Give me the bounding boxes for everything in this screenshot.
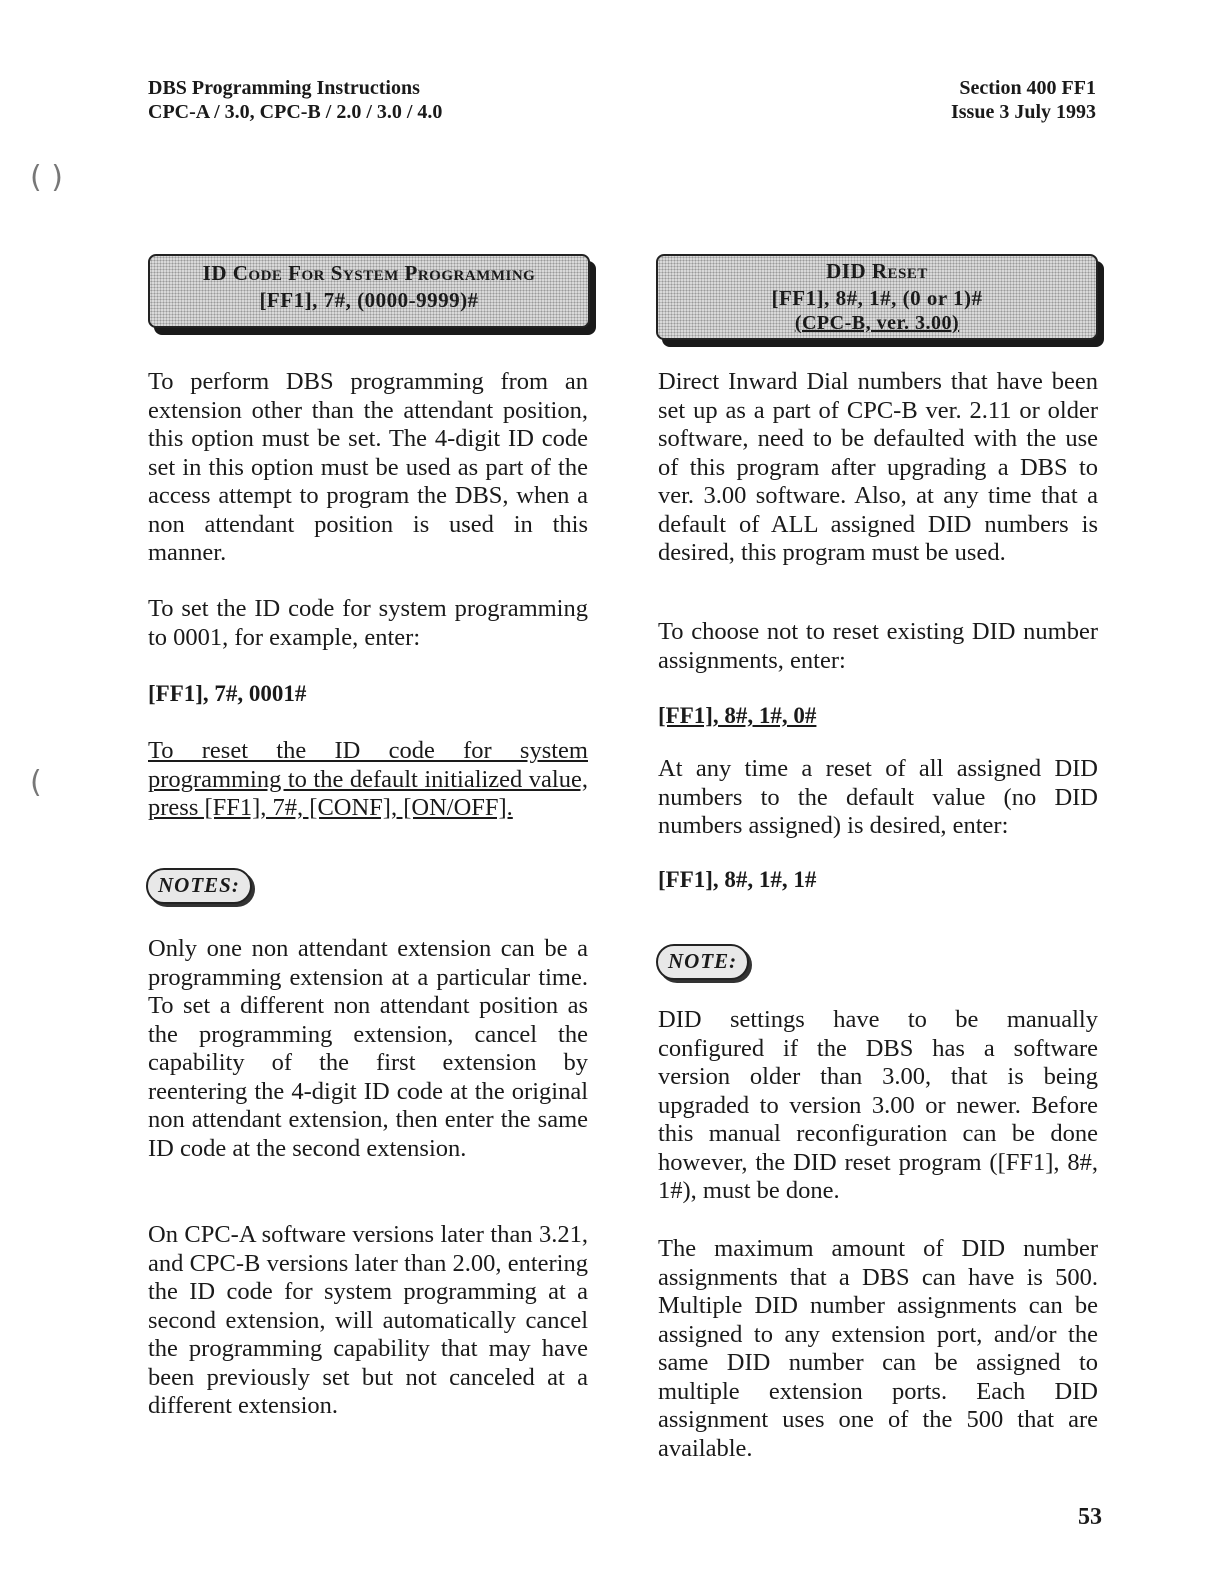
right-section-title-box <box>656 254 1098 340</box>
header-issue: Issue 3 July 1993 <box>950 101 1096 123</box>
binder-hole-mark-icon: ( <box>30 765 42 800</box>
binder-hole-mark-icon: ( ) <box>30 160 63 195</box>
left-note-one: Only one non attendant extension can be a programming extension at a particular time. To set a different non attendant position as the programming extension, cancel the capability of the first extension by reentering the 4-digit ID code at the original non attendant extension, then enter the same ID code at the second extension. <box>148 935 588 1162</box>
left-column-example <box>148 595 588 652</box>
right-paragraph-intro: Direct Inward Dial numbers that have been set up as a part of CPC-B ver. 2.11 or older software, need to be defaulted with the use of this program after upgrading a DBS to ver. 3.00 software. Also, at any time that a default of ALL assigned DID numbers is desired, this program must be used. <box>658 368 1098 566</box>
right-section-title: DID Reset <box>826 259 928 283</box>
left-paragraph-intro: To perform DBS programming from an extension other than the attendant position, this option must be set. The 4-digit ID code set in this option must be used as part of the access attempt to program the DBS, when a non attendant position is used in this manner. <box>148 368 588 566</box>
left-section-code: [FF1], 7#, (0000-9999)# <box>259 288 479 312</box>
header-title: DBS Programming Instructions <box>148 77 420 99</box>
header-section: Section 400 FF1 <box>959 77 1096 99</box>
right-paragraph-max: The maximum amount of DID number assignments that a DBS can have is 500. Multiple DID number assignments can be assigned to any extension port, and/or the same DID number can be assigned to multiple extension ports. Each DID assignment uses one of the 500 that are available. <box>658 1235 1098 1462</box>
right-paragraph-reset-all: At any time a reset of all assigned DID numbers to the default value (no DID numbers assigned) is desired, enter: <box>658 755 1098 839</box>
left-command-example: [FF1], 7#, 0001# <box>148 681 307 706</box>
page-number: 53 <box>1078 1504 1102 1530</box>
note-badge: NOTE: <box>656 944 749 980</box>
right-command-reset: [FF1], 8#, 1#, 1# <box>658 867 817 892</box>
left-paragraph-reset: To reset the ID code for system programming to the default initialized value, press [FF1], 7#, [CONF], [ON/OFF]. <box>148 737 588 821</box>
right-command-no-reset: [FF1], 8#, 1#, 0# <box>658 703 817 728</box>
running-header-right <box>951 76 1096 124</box>
running-header-left <box>148 76 442 124</box>
notes-badge: NOTES: <box>146 868 252 904</box>
right-note-text: DID settings have to be manually configured if the DBS has a software version older than 3.00, that is being upgraded to version 3.00 or newer. Before this manual reconfiguration can be done however, the DID reset program ([FF1], 8#, 1#), must be done. <box>658 1006 1098 1204</box>
right-paragraph-choose: To choose not to reset existing DID number assignments, enter: <box>658 618 1098 674</box>
right-section-version: (CPC-B, ver. 3.00) <box>794 312 960 334</box>
left-note-two: On CPC-A software versions later than 3.21, and CPC-B versions later than 2.00, entering the ID code for system programming at a second extension, will automatically cancel the programming capability that may have been previously set but not canceled at a different extension. <box>148 1221 588 1419</box>
left-section-title: ID Code For System Programming <box>202 261 536 285</box>
right-section-code: [FF1], 8#, 1#, (0 or 1)# <box>771 286 983 310</box>
header-versions: CPC-A / 3.0, CPC-B / 2.0 / 3.0 / 4.0 <box>148 101 443 123</box>
left-section-title-box <box>148 254 590 328</box>
left-paragraph-example: To set the ID code for system programming to 0001, for example, enter: <box>148 595 588 651</box>
left-column <box>148 368 588 568</box>
